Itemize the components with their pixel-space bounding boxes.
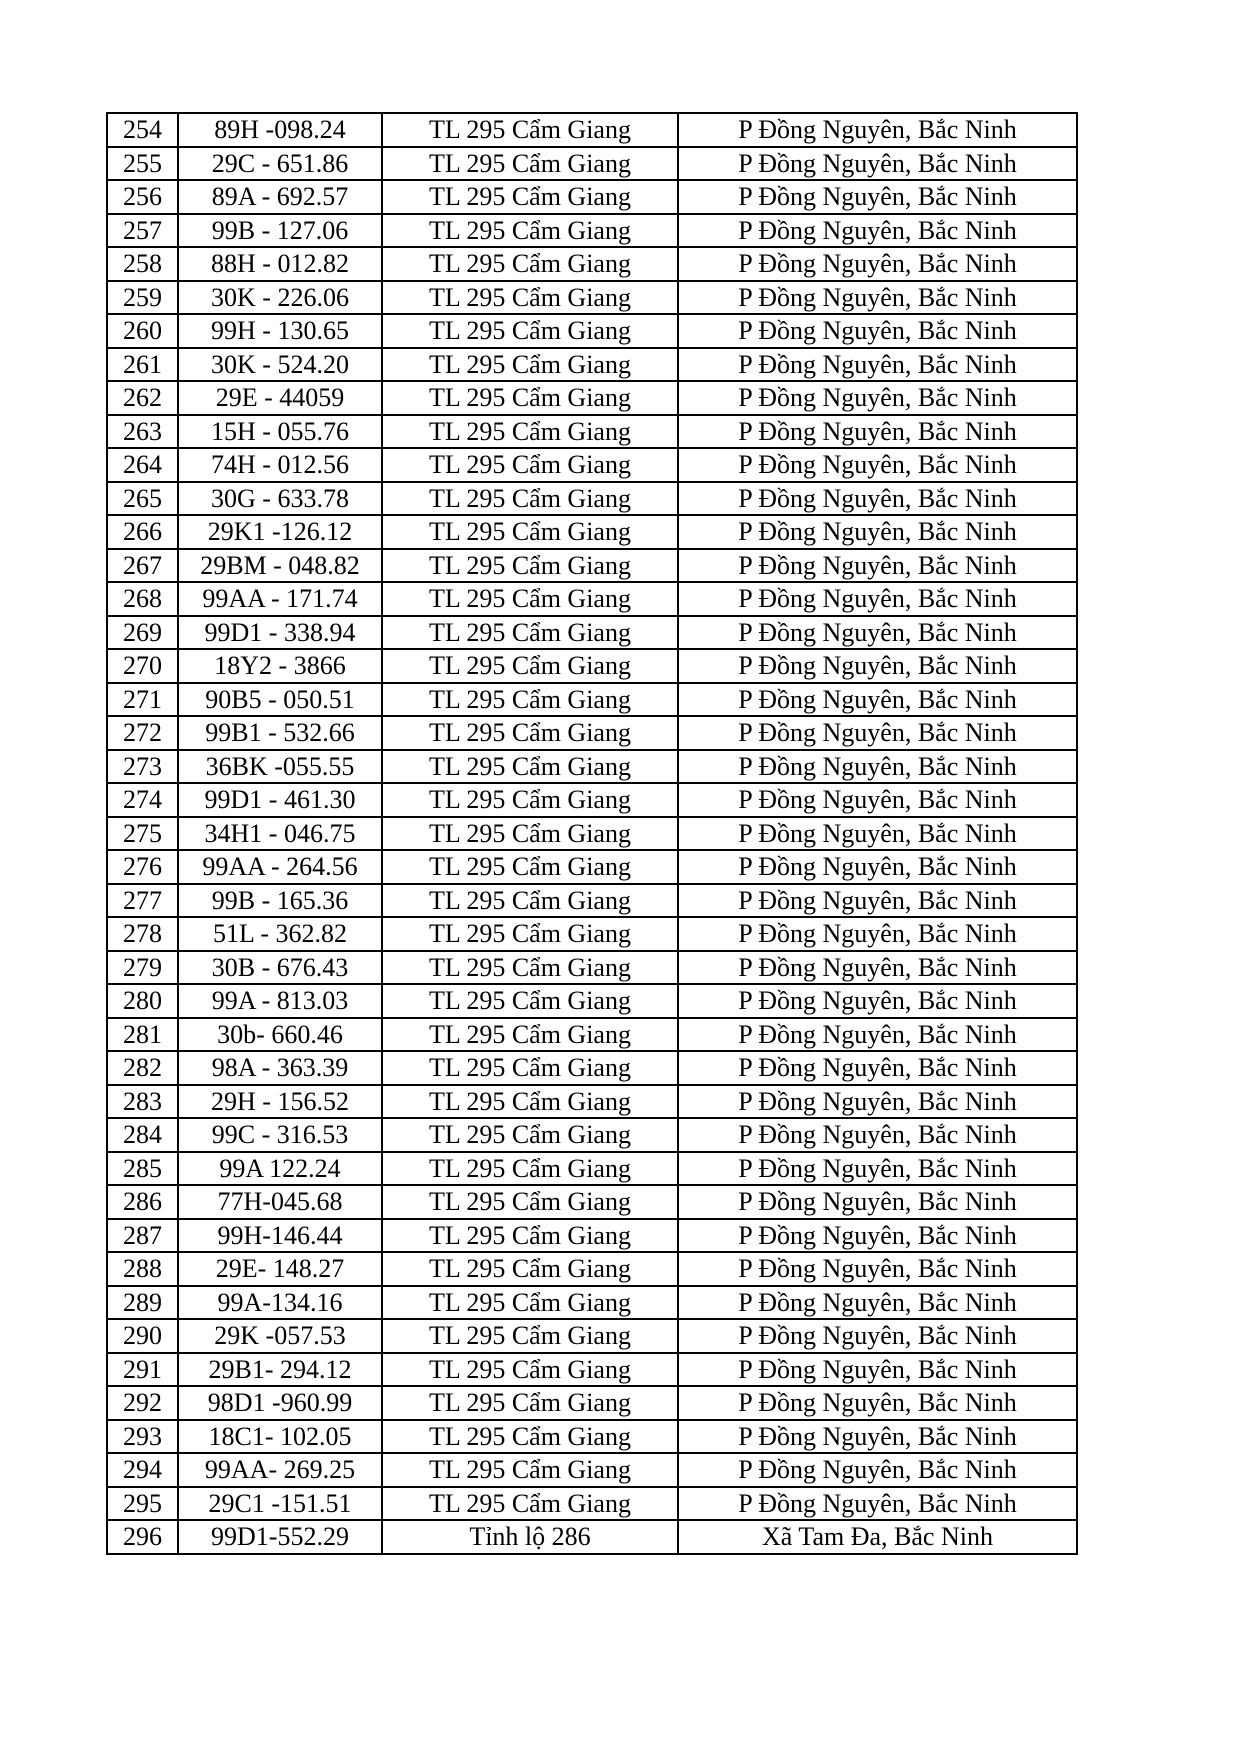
local-unit-cell: P Đồng Nguyên, Bắc Ninh [678,415,1077,449]
row-number-cell: 262 [107,381,178,415]
violation-location-cell: TL 295 Cẩm Giang [382,616,678,650]
violation-location-cell: TL 295 Cẩm Giang [382,1219,678,1253]
row-number-cell: 267 [107,549,178,583]
violation-location-cell: TL 295 Cẩm Giang [382,348,678,382]
license-plate-cell: 99A-134.16 [178,1286,382,1320]
row-number-cell: 256 [107,180,178,214]
local-unit-cell: P Đồng Nguyên, Bắc Ninh [678,214,1077,248]
table-row [107,415,1077,449]
local-unit-cell: P Đồng Nguyên, Bắc Ninh [678,1051,1077,1085]
table-row [107,482,1077,516]
table-row [107,917,1077,951]
local-unit-cell: P Đồng Nguyên, Bắc Ninh [678,147,1077,181]
table-row [107,1252,1077,1286]
table-row [107,448,1077,482]
license-plate-cell: 99AA - 264.56 [178,850,382,884]
table-row [107,1353,1077,1387]
violation-location-cell: TL 295 Cẩm Giang [382,281,678,315]
license-plate-cell: 99B - 127.06 [178,214,382,248]
license-plate-cell: 29H - 156.52 [178,1085,382,1119]
local-unit-cell: P Đồng Nguyên, Bắc Ninh [678,515,1077,549]
license-plate-cell: 99B1 - 532.66 [178,716,382,750]
violation-location-cell: TL 295 Cẩm Giang [382,1286,678,1320]
table-row [107,1319,1077,1353]
license-plate-cell: 99C - 316.53 [178,1118,382,1152]
row-number-cell: 257 [107,214,178,248]
local-unit-cell: P Đồng Nguyên, Bắc Ninh [678,649,1077,683]
license-plate-cell: 29C1 -151.51 [178,1487,382,1521]
violation-location-cell: TL 295 Cẩm Giang [382,448,678,482]
table-row [107,381,1077,415]
local-unit-cell: P Đồng Nguyên, Bắc Ninh [678,616,1077,650]
table-row [107,214,1077,248]
license-plate-cell: 29E - 44059 [178,381,382,415]
row-number-cell: 265 [107,482,178,516]
local-unit-cell: Xã Tam Đa, Bắc Ninh [678,1520,1077,1554]
table-row [107,1453,1077,1487]
table-row [107,649,1077,683]
local-unit-cell: P Đồng Nguyên, Bắc Ninh [678,683,1077,717]
table-row [107,515,1077,549]
violation-location-cell: TL 295 Cẩm Giang [382,147,678,181]
row-number-cell: 275 [107,817,178,851]
license-plate-cell: 30G - 633.78 [178,482,382,516]
violation-location-cell: TL 295 Cẩm Giang [382,951,678,985]
local-unit-cell: P Đồng Nguyên, Bắc Ninh [678,1152,1077,1186]
table-row [107,984,1077,1018]
violation-location-cell: TL 295 Cẩm Giang [382,214,678,248]
row-number-cell: 273 [107,750,178,784]
violation-location-cell: TL 295 Cẩm Giang [382,1018,678,1052]
table-row [107,1286,1077,1320]
row-number-cell: 259 [107,281,178,315]
table-row [107,783,1077,817]
local-unit-cell: P Đồng Nguyên, Bắc Ninh [678,1018,1077,1052]
row-number-cell: 271 [107,683,178,717]
violation-location-cell: TL 295 Cẩm Giang [382,984,678,1018]
violation-location-cell: TL 295 Cẩm Giang [382,247,678,281]
local-unit-cell: P Đồng Nguyên, Bắc Ninh [678,314,1077,348]
violation-location-cell: TL 295 Cẩm Giang [382,817,678,851]
row-number-cell: 286 [107,1185,178,1219]
table-row [107,1420,1077,1454]
row-number-cell: 266 [107,515,178,549]
license-plate-cell: 30b- 660.46 [178,1018,382,1052]
table-row [107,616,1077,650]
row-number-cell: 277 [107,884,178,918]
local-unit-cell: P Đồng Nguyên, Bắc Ninh [678,1386,1077,1420]
local-unit-cell: P Đồng Nguyên, Bắc Ninh [678,750,1077,784]
row-number-cell: 280 [107,984,178,1018]
license-plate-cell: 51L - 362.82 [178,917,382,951]
table-row [107,716,1077,750]
local-unit-cell: P Đồng Nguyên, Bắc Ninh [678,850,1077,884]
table-row [107,817,1077,851]
license-plate-cell: 99H - 130.65 [178,314,382,348]
violation-location-cell: TL 295 Cẩm Giang [382,716,678,750]
table-row [107,1185,1077,1219]
license-plate-cell: 30K - 226.06 [178,281,382,315]
local-unit-cell: P Đồng Nguyên, Bắc Ninh [678,247,1077,281]
license-plate-cell: 15H - 055.76 [178,415,382,449]
license-plate-cell: 98D1 -960.99 [178,1386,382,1420]
table-row [107,750,1077,784]
table-row [107,884,1077,918]
local-unit-cell: P Đồng Nguyên, Bắc Ninh [678,1319,1077,1353]
row-number-cell: 285 [107,1152,178,1186]
table-row [107,582,1077,616]
row-number-cell: 292 [107,1386,178,1420]
row-number-cell: 269 [107,616,178,650]
row-number-cell: 284 [107,1118,178,1152]
table-row [107,549,1077,583]
table-row [107,1219,1077,1253]
row-number-cell: 268 [107,582,178,616]
local-unit-cell: P Đồng Nguyên, Bắc Ninh [678,281,1077,315]
local-unit-cell: P Đồng Nguyên, Bắc Ninh [678,1219,1077,1253]
row-number-cell: 270 [107,649,178,683]
license-plate-cell: 30B - 676.43 [178,951,382,985]
row-number-cell: 278 [107,917,178,951]
violation-location-cell: TL 295 Cẩm Giang [382,1386,678,1420]
row-number-cell: 291 [107,1353,178,1387]
row-number-cell: 274 [107,783,178,817]
violation-location-cell: TL 295 Cẩm Giang [382,917,678,951]
table-row [107,348,1077,382]
violation-location-cell: TL 295 Cẩm Giang [382,180,678,214]
table-row [107,1386,1077,1420]
violation-location-cell: TL 295 Cẩm Giang [382,1118,678,1152]
table-row [107,1487,1077,1521]
local-unit-cell: P Đồng Nguyên, Bắc Ninh [678,381,1077,415]
license-plate-cell: 29K -057.53 [178,1319,382,1353]
violation-location-cell: TL 295 Cẩm Giang [382,1085,678,1119]
local-unit-cell: P Đồng Nguyên, Bắc Ninh [678,917,1077,951]
local-unit-cell: P Đồng Nguyên, Bắc Ninh [678,884,1077,918]
records-body [107,113,1077,1554]
local-unit-cell: P Đồng Nguyên, Bắc Ninh [678,716,1077,750]
violation-location-cell: TL 295 Cẩm Giang [382,415,678,449]
table-row [107,1520,1077,1554]
row-number-cell: 283 [107,1085,178,1119]
violation-location-cell: TL 295 Cẩm Giang [382,683,678,717]
local-unit-cell: P Đồng Nguyên, Bắc Ninh [678,1085,1077,1119]
table-row [107,1085,1077,1119]
local-unit-cell: P Đồng Nguyên, Bắc Ninh [678,549,1077,583]
license-plate-cell: 99B - 165.36 [178,884,382,918]
local-unit-cell: P Đồng Nguyên, Bắc Ninh [678,783,1077,817]
violation-location-cell: TL 295 Cẩm Giang [382,1252,678,1286]
records-table [106,112,1078,1555]
local-unit-cell: P Đồng Nguyên, Bắc Ninh [678,1185,1077,1219]
violation-location-cell: TL 295 Cẩm Giang [382,113,678,147]
table-row [107,683,1077,717]
license-plate-cell: 99H-146.44 [178,1219,382,1253]
license-plate-cell: 99AA - 171.74 [178,582,382,616]
license-plate-cell: 29K1 -126.12 [178,515,382,549]
row-number-cell: 287 [107,1219,178,1253]
row-number-cell: 289 [107,1286,178,1320]
table-row [107,951,1077,985]
license-plate-cell: 89H -098.24 [178,113,382,147]
violation-location-cell: TL 295 Cẩm Giang [382,750,678,784]
local-unit-cell: P Đồng Nguyên, Bắc Ninh [678,984,1077,1018]
row-number-cell: 261 [107,348,178,382]
table-row [107,113,1077,147]
row-number-cell: 290 [107,1319,178,1353]
table-row [107,1152,1077,1186]
license-plate-cell: 99D1 - 461.30 [178,783,382,817]
local-unit-cell: P Đồng Nguyên, Bắc Ninh [678,1420,1077,1454]
violation-location-cell: TL 295 Cẩm Giang [382,1353,678,1387]
license-plate-cell: 36BK -055.55 [178,750,382,784]
row-number-cell: 254 [107,113,178,147]
local-unit-cell: P Đồng Nguyên, Bắc Ninh [678,1252,1077,1286]
violation-location-cell: TL 295 Cẩm Giang [382,1319,678,1353]
violation-location-cell: TL 295 Cẩm Giang [382,381,678,415]
table-row [107,147,1077,181]
violation-location-cell: TL 295 Cẩm Giang [382,549,678,583]
row-number-cell: 260 [107,314,178,348]
license-plate-cell: 29B1- 294.12 [178,1353,382,1387]
violation-location-cell: TL 295 Cẩm Giang [382,783,678,817]
violation-location-cell: TL 295 Cẩm Giang [382,884,678,918]
violation-location-cell: TL 295 Cẩm Giang [382,1420,678,1454]
violation-location-cell: TL 295 Cẩm Giang [382,1453,678,1487]
violation-location-cell: TL 295 Cẩm Giang [382,582,678,616]
local-unit-cell: P Đồng Nguyên, Bắc Ninh [678,1286,1077,1320]
license-plate-cell: 30K - 524.20 [178,348,382,382]
violation-location-cell: TL 295 Cẩm Giang [382,1185,678,1219]
table-row [107,1118,1077,1152]
table-row [107,247,1077,281]
violation-location-cell: Tỉnh lộ 286 [382,1520,678,1554]
local-unit-cell: P Đồng Nguyên, Bắc Ninh [678,817,1077,851]
local-unit-cell: P Đồng Nguyên, Bắc Ninh [678,113,1077,147]
license-plate-cell: 77H-045.68 [178,1185,382,1219]
table-row [107,281,1077,315]
table-row [107,1051,1077,1085]
license-plate-cell: 29C - 651.86 [178,147,382,181]
row-number-cell: 279 [107,951,178,985]
license-plate-cell: 99D1 - 338.94 [178,616,382,650]
row-number-cell: 276 [107,850,178,884]
license-plate-cell: 34H1 - 046.75 [178,817,382,851]
row-number-cell: 258 [107,247,178,281]
license-plate-cell: 99A - 813.03 [178,984,382,1018]
license-plate-cell: 18Y2 - 3866 [178,649,382,683]
violation-location-cell: TL 295 Cẩm Giang [382,314,678,348]
table-row [107,180,1077,214]
table-row [107,850,1077,884]
violation-location-cell: TL 295 Cẩm Giang [382,1051,678,1085]
local-unit-cell: P Đồng Nguyên, Bắc Ninh [678,951,1077,985]
license-plate-cell: 18C1- 102.05 [178,1420,382,1454]
violation-location-cell: TL 295 Cẩm Giang [382,1152,678,1186]
violation-location-cell: TL 295 Cẩm Giang [382,482,678,516]
license-plate-cell: 90B5 - 050.51 [178,683,382,717]
row-number-cell: 272 [107,716,178,750]
license-plate-cell: 99D1-552.29 [178,1520,382,1554]
violation-location-cell: TL 295 Cẩm Giang [382,515,678,549]
row-number-cell: 296 [107,1520,178,1554]
local-unit-cell: P Đồng Nguyên, Bắc Ninh [678,348,1077,382]
table-row [107,1018,1077,1052]
local-unit-cell: P Đồng Nguyên, Bắc Ninh [678,482,1077,516]
local-unit-cell: P Đồng Nguyên, Bắc Ninh [678,448,1077,482]
row-number-cell: 288 [107,1252,178,1286]
local-unit-cell: P Đồng Nguyên, Bắc Ninh [678,582,1077,616]
violation-location-cell: TL 295 Cẩm Giang [382,649,678,683]
table-row [107,314,1077,348]
license-plate-cell: 99AA- 269.25 [178,1453,382,1487]
license-plate-cell: 88H - 012.82 [178,247,382,281]
license-plate-cell: 74H - 012.56 [178,448,382,482]
license-plate-cell: 99A 122.24 [178,1152,382,1186]
row-number-cell: 282 [107,1051,178,1085]
local-unit-cell: P Đồng Nguyên, Bắc Ninh [678,180,1077,214]
violation-location-cell: TL 295 Cẩm Giang [382,850,678,884]
row-number-cell: 295 [107,1487,178,1521]
local-unit-cell: P Đồng Nguyên, Bắc Ninh [678,1118,1077,1152]
row-number-cell: 263 [107,415,178,449]
license-plate-cell: 29E- 148.27 [178,1252,382,1286]
local-unit-cell: P Đồng Nguyên, Bắc Ninh [678,1487,1077,1521]
license-plate-cell: 98A - 363.39 [178,1051,382,1085]
license-plate-cell: 29BM - 048.82 [178,549,382,583]
violation-location-cell: TL 295 Cẩm Giang [382,1487,678,1521]
local-unit-cell: P Đồng Nguyên, Bắc Ninh [678,1453,1077,1487]
row-number-cell: 281 [107,1018,178,1052]
row-number-cell: 264 [107,448,178,482]
row-number-cell: 293 [107,1420,178,1454]
row-number-cell: 255 [107,147,178,181]
local-unit-cell: P Đồng Nguyên, Bắc Ninh [678,1353,1077,1387]
row-number-cell: 294 [107,1453,178,1487]
license-plate-cell: 89A - 692.57 [178,180,382,214]
